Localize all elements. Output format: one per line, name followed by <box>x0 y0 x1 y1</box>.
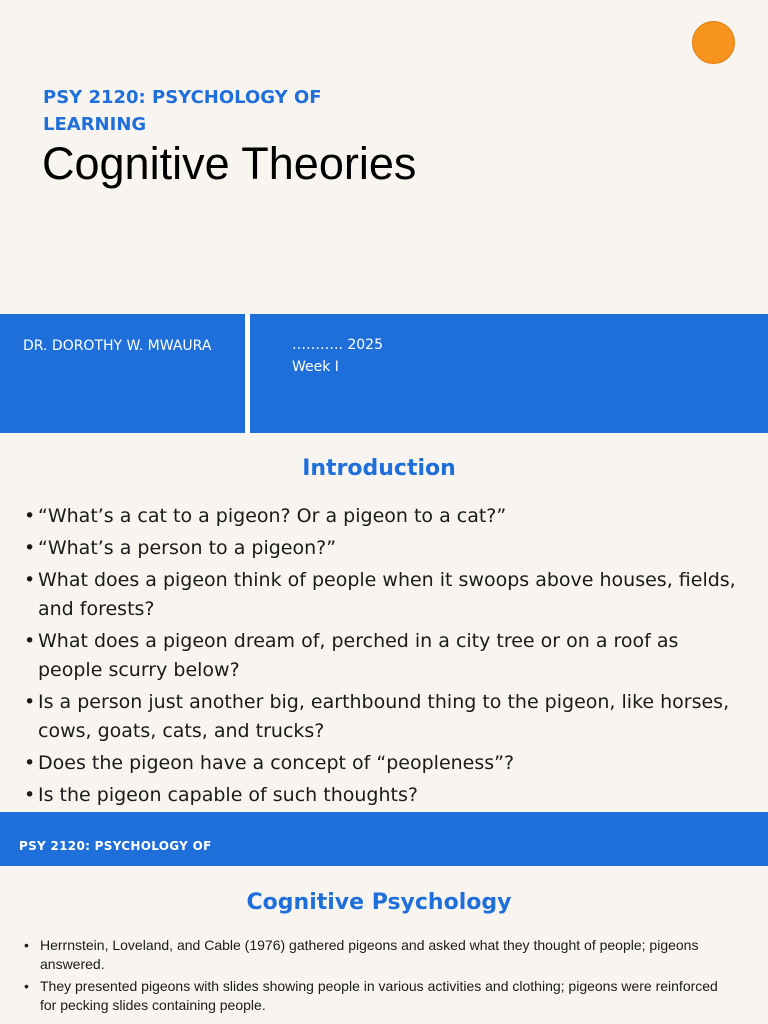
intro-heading: Introduction <box>302 456 456 481</box>
list-item <box>24 936 724 974</box>
cognitive-bullet-list <box>24 936 724 1018</box>
list-item-text: What does a pigeon dream of, perched in a city tree or on a roof as people scurry below? <box>38 630 679 681</box>
list-item-text: “What’s a person to a pigeon?” <box>38 537 337 559</box>
list-item-text: Herrnstein, Loveland, and Cable (1976) gathered pigeons and asked what they thought of people; pigeons answered. <box>40 937 699 972</box>
band-divider <box>245 314 250 433</box>
bullet-icon: • <box>24 784 36 806</box>
author-date-band <box>0 314 768 433</box>
list-item <box>24 749 744 778</box>
list-item <box>24 502 744 531</box>
list-item-text: Is the pigeon capable of such thoughts? <box>38 784 418 806</box>
slide-footer-band <box>0 812 768 866</box>
list-item <box>24 781 744 810</box>
bullet-icon: • <box>24 691 36 713</box>
week-label: Week I <box>292 359 339 375</box>
presentation-date: ……….. 2025 <box>292 337 383 353</box>
list-item-text: Is a person just another big, earthbound thing to the pigeon, like horses, cows, goats, cats, and trucks? <box>38 691 730 742</box>
list-item-text: They presented pigeons with slides showing people in various activities and clothing; pigeons were reinforced for pecking slides containing people. <box>40 978 718 1013</box>
orange-circle-decoration <box>692 21 735 64</box>
cognitive-psychology-heading: Cognitive Psychology <box>246 890 512 915</box>
course-title: PSY 2120: PSYCHOLOGY OF LEARNING <box>43 87 322 135</box>
footer-course-label: PSY 2120: PSYCHOLOGY OF <box>19 839 212 853</box>
list-item-text: “What’s a cat to a pigeon? Or a pigeon to a cat?” <box>38 505 507 527</box>
list-item <box>24 688 744 746</box>
list-item <box>24 627 744 685</box>
bullet-icon: • <box>24 505 36 527</box>
bullet-icon: • <box>24 978 29 994</box>
bullet-icon: • <box>24 937 29 953</box>
list-item-text: Does the pigeon have a concept of “peopleness”? <box>38 752 515 774</box>
intro-bullet-list <box>24 502 744 813</box>
bullet-icon: • <box>24 630 36 652</box>
list-item <box>24 977 724 1015</box>
title-slide <box>0 0 768 314</box>
list-item <box>24 534 744 563</box>
bullet-icon: • <box>24 537 36 559</box>
date-block <box>292 334 383 378</box>
slide-title: Cognitive Theories <box>42 138 417 189</box>
list-item <box>24 566 744 624</box>
bullet-icon: • <box>24 752 36 774</box>
list-item-text: What does a pigeon think of people when it swoops above houses, fields, and forests? <box>38 569 736 620</box>
author-name: DR. DOROTHY W. MWAURA <box>23 338 212 354</box>
bullet-icon: • <box>24 569 36 591</box>
